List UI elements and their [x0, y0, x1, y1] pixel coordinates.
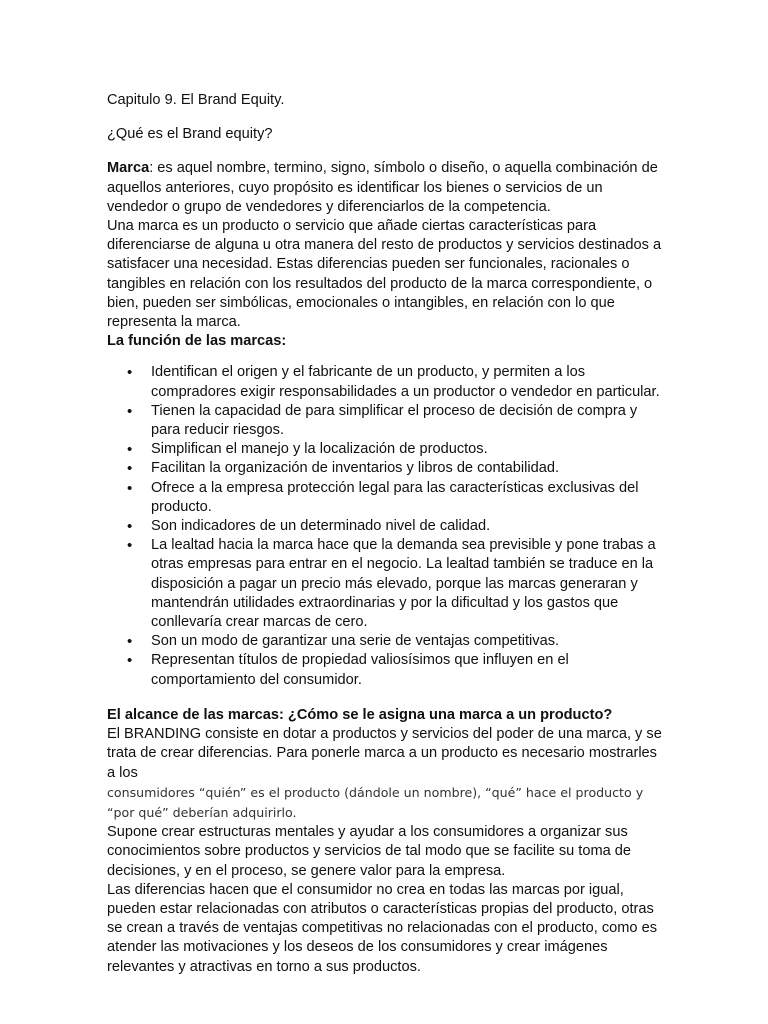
- structures-paragraph: Supone crear estructuras mentales y ayudar a los consumidores a organizar sus conocimientos sobre productos y servicios de tal modo que se facilite su toma de decisiones, y en el proceso, se genere valor para la empresa.: [107, 824, 632, 879]
- scope-heading: El alcance de las marcas: ¿Cómo se le asigna una marca a un producto?: [107, 706, 613, 723]
- list-item: • Son indicadores de un determinado nivel de calidad.: [107, 517, 667, 536]
- list-item: • Son un modo de garantizar una serie de ventajas competitivas.: [107, 632, 667, 651]
- list-item: • Ofrece a la empresa protección legal para las características exclusivas del producto.: [107, 479, 667, 517]
- branding-text-alt: consumidores “quién” es el producto (dándole un nombre), “qué” hace el producto y “por qué” deberían adquirirlo.: [107, 784, 644, 820]
- branding-paragraph: [107, 725, 667, 823]
- marca-definition-paragraph: [107, 159, 667, 217]
- list-item: • Tienen la capacidad de para simplificar el proceso de decisión de compra y para reducir riesgos.: [107, 402, 667, 440]
- functions-heading: La función de las marcas:: [107, 333, 287, 350]
- functions-list: [107, 363, 667, 689]
- list-item: • La lealtad hacia la marca hace que la demanda sea previsible y pone trabas a otras empresas para entrar en el negocio. La lealtad también se traduce en la disposición a pagar un precio más elevado, porque las marcas generaran y mantendrán utilidades extraordinarias y por la dificultad y los gastos que conllevaría crear marcas de cero.: [107, 536, 667, 632]
- branding-text: El BRANDING consiste en dotar a productos y servicios del poder de una marca, y se trata de crear diferencias. Para ponerle marca a un producto es necesario mostrarles a los: [107, 726, 662, 781]
- list-item: • Representan títulos de propiedad valiosísimos que influyen en el comportamiento del consumidor.: [107, 651, 667, 689]
- marca-definition: : es aquel nombre, termino, signo, símbolo o diseño, o aquella combinación de aquellos anteriores, cuyo propósito es identificar los bienes o servicios de un vendedor o grupo de vendedores y diferenciarlos de la competencia.: [107, 160, 658, 215]
- list-item: • Identifican el origen y el fabricante de un producto, y permiten a los compradores exigir responsabilidades a un productor o vendedor en particular.: [107, 363, 667, 401]
- list-item: • Facilitan la organización de inventarios y libros de contabilidad.: [107, 459, 667, 478]
- document-page: [107, 91, 667, 977]
- chapter-title: Capitulo 9. El Brand Equity.: [107, 92, 285, 108]
- section-question: ¿Qué es el Brand equity?: [107, 126, 273, 143]
- list-item: • Simplifican el manejo y la localización de productos.: [107, 440, 667, 459]
- marca-paragraph: Una marca es un producto o servicio que añade ciertas características para diferenciarse de alguna u otra manera del resto de productos y servicios destinados a satisfacer una necesidad. Estas diferencias pueden ser funcionales, racionales o tangibles en relación con los resultados del producto de la marca correspondiente, o bien, pueden ser simbólicas, emocionales o intangibles, en relación con lo que representa la marca.: [107, 218, 662, 331]
- marca-term: Marca: [107, 160, 150, 177]
- differences-paragraph: Las diferencias hacen que el consumidor no crea en todas las marcas por igual, pueden estar relacionadas con atributos o características propias del producto, otras se crean a través de ventajas competitivas no relacionadas con el producto, como es atender las motivaciones y los deseos de los consumidores y crear imágenes relevantes y atractivas en torno a sus productos.: [107, 881, 658, 975]
